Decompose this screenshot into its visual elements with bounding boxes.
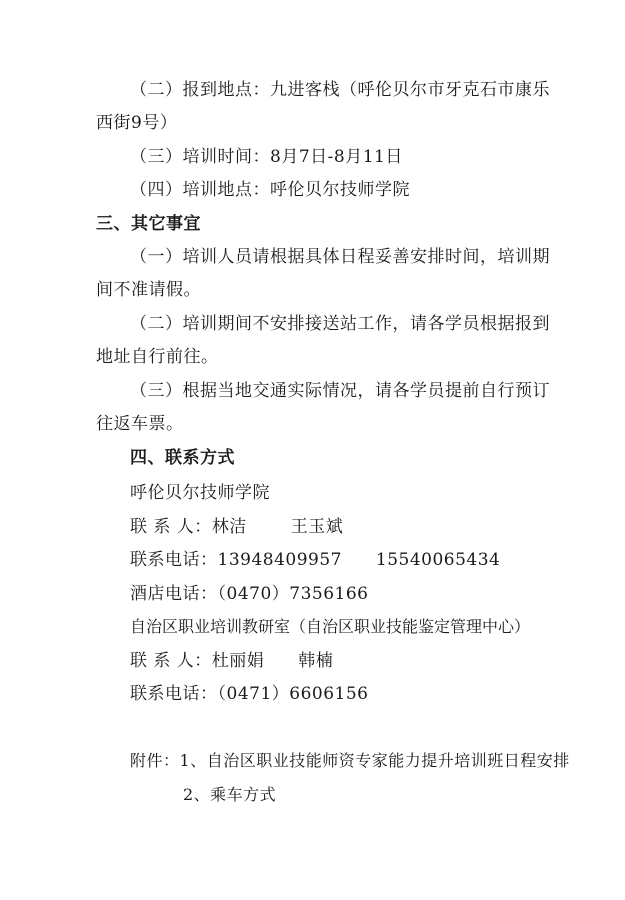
org1-name: 呼伦贝尔技师学院 [130, 483, 270, 503]
attachments-label: 附件： [130, 751, 180, 770]
org2-contact-label: 联 系 人： [130, 651, 212, 671]
training-time: （三）培训时间：8月7日-8月11日 [130, 147, 403, 167]
org1-hotel-phone: （0470）7356166 [217, 584, 369, 604]
org2-phone-label: 联系电话： [130, 684, 218, 704]
report-location-line2: 西街9号） [96, 113, 178, 133]
org2-contact-person1: 杜丽娟 [211, 651, 265, 671]
org1-phone-row [130, 549, 500, 571]
org2-name: 自治区职业培训教研室（自治区职业技能鉴定管理中心） [130, 617, 531, 636]
org1-hotel-phone-row [130, 583, 368, 605]
org2-contact-row [130, 650, 333, 672]
org1-contact-person1: 林洁 [211, 517, 247, 537]
org2-phone-row [130, 683, 368, 705]
org2-phone: （0471）6606156 [217, 684, 369, 704]
other-item2-line1: （二）培训期间不安排接送站工作，请各学员根据报到 [130, 314, 550, 334]
org1-contact-person2: 王玉斌 [290, 517, 344, 537]
org1-phone-label: 联系电话： [130, 550, 218, 570]
other-item2-line2: 地址自行前往。 [96, 347, 219, 367]
org1-contact-label: 联 系 人： [130, 517, 212, 537]
report-location-line1: （二）报到地点：九进客栈（呼伦贝尔市牙克石市康乐 [130, 80, 550, 100]
attachment-item2: 2、乘车方式 [183, 785, 277, 804]
org1-phone2: 15540065434 [375, 550, 501, 570]
org1-hotel-phone-label: 酒店电话： [130, 584, 218, 604]
other-item1-line2: 间不准请假。 [96, 280, 201, 300]
training-location: （四）培训地点：呼伦贝尔技师学院 [130, 180, 410, 200]
other-item3-line1: （三）根据当地交通实际情况，请各学员提前自行预订 [130, 381, 550, 401]
other-item3-line2: 往返车票。 [96, 414, 184, 434]
attachment-row1 [130, 750, 570, 772]
section4-heading: 四、联系方式 [130, 448, 235, 468]
other-item1-line1: （一）培训人员请根据具体日程妥善安排时间，培训期 [130, 247, 550, 267]
org1-contact-row [130, 516, 343, 538]
org2-contact-person2: 韩楠 [298, 651, 334, 671]
section3-heading: 三、其它事宜 [96, 214, 201, 234]
org1-phone1: 13948409957 [217, 550, 342, 570]
attachment-item1: 1、自治区职业技能师资专家能力提升培训班日程安排 [179, 751, 570, 770]
